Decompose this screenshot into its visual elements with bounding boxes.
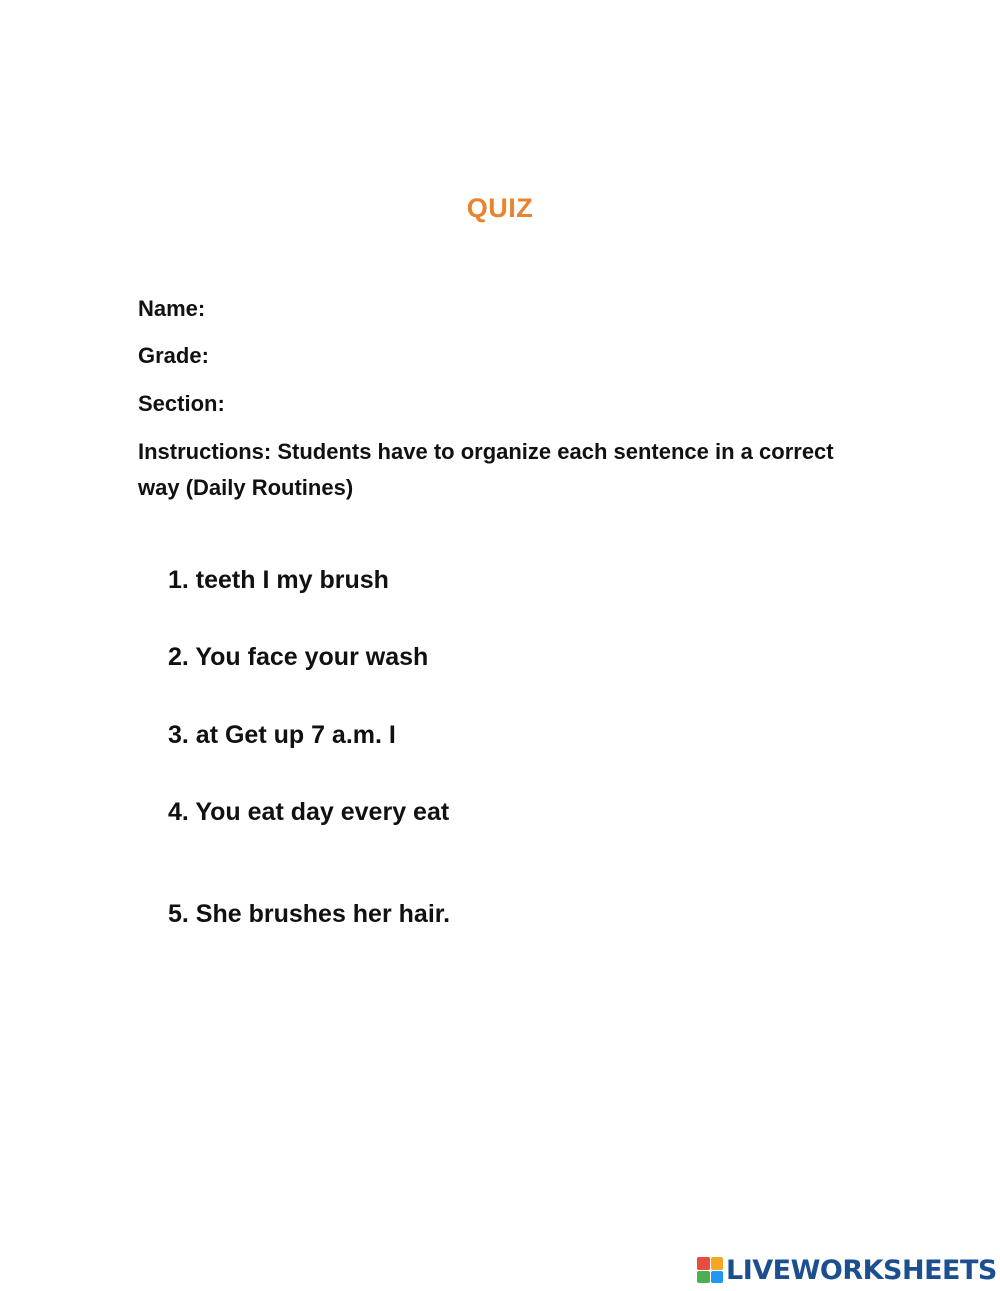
logo-tile	[697, 1257, 710, 1270]
brand-name: LIVEWORKSHEETS	[726, 1254, 997, 1286]
logo-tile	[711, 1257, 724, 1270]
logo-tile	[711, 1271, 724, 1284]
quiz-item-4: 4. You eat day every eat	[168, 798, 450, 826]
quiz-item-5: 5. She brushes her hair.	[168, 900, 451, 928]
quiz-item-1: 1. teeth I my brush	[168, 566, 389, 594]
grade-label: Grade:	[138, 343, 209, 368]
page-title: QUIZ	[466, 193, 534, 223]
section-label: Section:	[138, 391, 225, 416]
quiz-item-3: 3. at Get up 7 a.m. I	[168, 721, 396, 749]
brand-footer	[697, 1254, 997, 1286]
name-label: Name:	[138, 296, 206, 321]
liveworksheets-logo-icon	[697, 1257, 723, 1283]
quiz-item-2: 2. You face your wash	[168, 643, 429, 671]
instructions-text: Instructions: Students have to organize each sentence in a correct way (Daily Routines)	[138, 439, 834, 500]
logo-tile	[697, 1271, 710, 1284]
